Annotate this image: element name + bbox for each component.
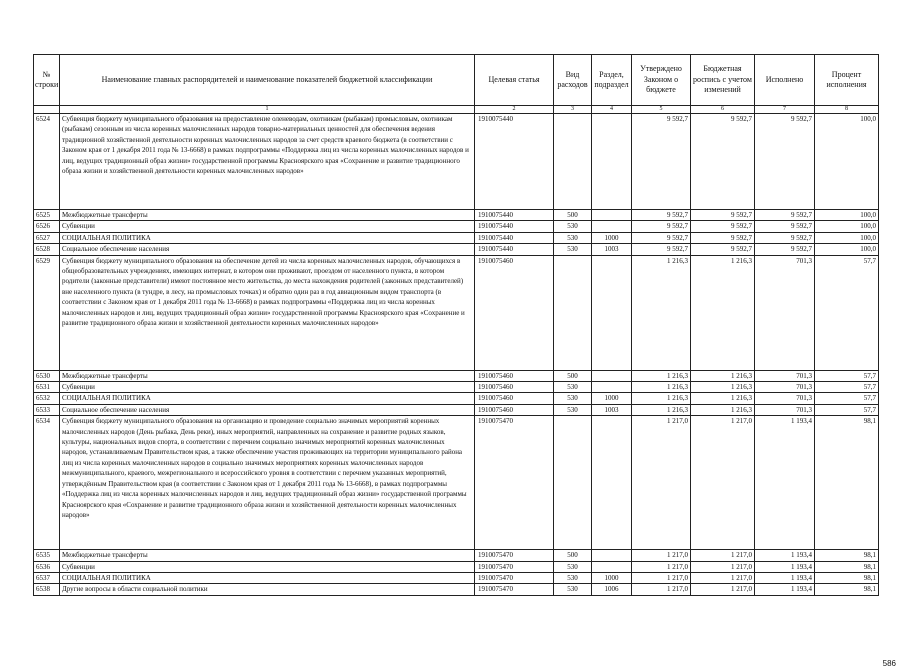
section-code: [592, 255, 632, 370]
expense-type: 530: [554, 221, 592, 232]
execution-percent: 100,0: [815, 210, 879, 221]
expense-type: 530: [554, 382, 592, 393]
header-row: [34, 55, 879, 106]
header-approved: Утверждено Законом о бюджете: [632, 55, 691, 106]
row-number: 6533: [34, 404, 60, 415]
budget-list-amount: 9 592,7: [691, 244, 755, 255]
section-code: 1000: [592, 573, 632, 584]
budget-list-amount: 1 217,0: [691, 416, 755, 550]
table-row: [34, 584, 879, 595]
executed-amount: 9 592,7: [755, 221, 815, 232]
budget-list-amount: 9 592,7: [691, 114, 755, 210]
execution-percent: 57,7: [815, 370, 879, 381]
table-body: [34, 114, 879, 596]
expense-type: 530: [554, 232, 592, 243]
table-row: [34, 550, 879, 561]
section-code: [592, 416, 632, 550]
approved-amount: 9 592,7: [632, 232, 691, 243]
expense-type: 530: [554, 573, 592, 584]
budget-list-amount: 1 217,0: [691, 573, 755, 584]
indicator-name: Субвенция бюджету муниципального образования на обеспечение детей из числа коренных малочисленных народов, обучающихся в общеобразовательных учреждениях, имеющих интернат, в котором они проживают, проездом от населенного пункта, в котором родители (законные представители) имеют постоянное место жительства, до места нахождения родителей (законных представителей) вне населенного пункта (в тундре, в лесу, на промысловых точках) и обратно один раз в год авиационным видом транспорта (в соответствии с Законом края от 1 декабря 2011 года № 13-6668) в рамках подпрограммы «Поддержка лиц из числа коренных малочисленных народов и лиц, ведущих традиционный образ жизни» государственной программы Красноярского края «Сохранение и развитие традиционного образа жизни и хозяйственной деятельности коренных малочисленных народов»: [60, 255, 475, 370]
executed-amount: 701,3: [755, 382, 815, 393]
target-article: 1910075460: [475, 404, 554, 415]
execution-percent: 98,1: [815, 573, 879, 584]
section-code: [592, 550, 632, 561]
execution-percent: 100,0: [815, 221, 879, 232]
section-code: [592, 561, 632, 572]
executed-amount: 9 592,7: [755, 232, 815, 243]
header-executed: Исполнено: [755, 55, 815, 106]
row-number: 6524: [34, 114, 60, 210]
target-article: 1910075440: [475, 114, 554, 210]
row-number: 6537: [34, 573, 60, 584]
approved-amount: 9 592,7: [632, 221, 691, 232]
column-number: 7: [755, 106, 815, 114]
table-row: [34, 244, 879, 255]
table-row: [34, 382, 879, 393]
table-row: [34, 561, 879, 572]
header-target: Целевая статья: [475, 55, 554, 106]
approved-amount: 1 216,3: [632, 404, 691, 415]
section-code: 1006: [592, 584, 632, 595]
target-article: 1910075460: [475, 393, 554, 404]
row-number: 6534: [34, 416, 60, 550]
budget-list-amount: 1 216,3: [691, 255, 755, 370]
table-row: [34, 393, 879, 404]
column-number: 6: [691, 106, 755, 114]
execution-percent: 100,0: [815, 244, 879, 255]
expense-type: 500: [554, 550, 592, 561]
indicator-name: Субвенции: [60, 221, 475, 232]
section-code: [592, 370, 632, 381]
budget-table: [33, 54, 879, 596]
target-article: 1910075470: [475, 416, 554, 550]
execution-percent: 57,7: [815, 393, 879, 404]
table-row: [34, 114, 879, 210]
table-row: [34, 232, 879, 243]
expense-type: 530: [554, 404, 592, 415]
target-article: 1910075440: [475, 244, 554, 255]
approved-amount: 1 217,0: [632, 550, 691, 561]
header-expense-type: Вид расходов: [554, 55, 592, 106]
row-number: 6538: [34, 584, 60, 595]
execution-percent: 98,1: [815, 561, 879, 572]
indicator-name: Социальное обеспечение населения: [60, 244, 475, 255]
budget-list-amount: 1 217,0: [691, 584, 755, 595]
target-article: 1910075440: [475, 232, 554, 243]
section-code: [592, 221, 632, 232]
row-number: 6535: [34, 550, 60, 561]
budget-list-amount: 1 216,3: [691, 382, 755, 393]
approved-amount: 1 216,3: [632, 382, 691, 393]
execution-percent: 98,1: [815, 550, 879, 561]
header-row-no: № строки: [34, 55, 60, 106]
approved-amount: 1 216,3: [632, 393, 691, 404]
row-number: 6528: [34, 244, 60, 255]
header-budget-list: Бюджетная роспись с учетом изменений: [691, 55, 755, 106]
executed-amount: 1 193,4: [755, 561, 815, 572]
expense-type: [554, 416, 592, 550]
section-code: 1000: [592, 232, 632, 243]
execution-percent: 100,0: [815, 232, 879, 243]
table-row: [34, 210, 879, 221]
column-number: 8: [815, 106, 879, 114]
section-code: [592, 114, 632, 210]
execution-percent: 57,7: [815, 404, 879, 415]
section-code: 1003: [592, 404, 632, 415]
execution-percent: 100,0: [815, 114, 879, 210]
target-article: 1910075470: [475, 573, 554, 584]
page-number: 586: [882, 659, 896, 668]
section-code: 1000: [592, 393, 632, 404]
table-row: [34, 416, 879, 550]
target-article: 1910075440: [475, 221, 554, 232]
target-article: 1910075460: [475, 370, 554, 381]
executed-amount: 9 592,7: [755, 244, 815, 255]
budget-list-amount: 9 592,7: [691, 232, 755, 243]
indicator-name: Субвенция бюджету муниципального образования на организацию и проведение социально значимых мероприятий коренных малочисленных народов (День рыбака, День реки), иных мероприятий, направленных на сохранение и развитие родных языков, культуры, национальных видов спорта, в соответствии с перечнем социально значимых мероприятий коренных малочисленных народов, устанавливаемым Правительством края, а также обеспечение участия проживающих на территории муниципального района лиц из числа коренных малочисленных народов в социально значимых мероприятиях коренных малочисленных народов межмуниципального, краевого, межрегионального и всероссийского уровня в соответствии с перечнем указанных мероприятий, утверждённым Правительством края (в соответствии с Законом края от 1 декабря 2011 года № 13-6668), в рамках подпрограммы «Поддержка лиц из числа коренных малочисленных народов и лиц, ведущих традиционный образ жизни» государственной программы Красноярского края «Сохранение и развитие традиционного образа жизни и хозяйственной деятельности коренных малочисленных народов»: [60, 416, 475, 550]
executed-amount: 9 592,7: [755, 114, 815, 210]
row-number: 6530: [34, 370, 60, 381]
row-number: 6527: [34, 232, 60, 243]
target-article: 1910075460: [475, 382, 554, 393]
executed-amount: 701,3: [755, 393, 815, 404]
budget-list-amount: 1 216,3: [691, 370, 755, 381]
target-article: 1910075470: [475, 550, 554, 561]
header-name: Наименование главных распорядителей и наименование показателей бюджетной классификации: [60, 55, 475, 106]
approved-amount: 1 217,0: [632, 584, 691, 595]
executed-amount: 701,3: [755, 370, 815, 381]
approved-amount: 1 217,0: [632, 416, 691, 550]
approved-amount: 1 216,3: [632, 370, 691, 381]
executed-amount: 1 193,4: [755, 584, 815, 595]
budget-list-amount: 1 216,3: [691, 404, 755, 415]
table-row: [34, 573, 879, 584]
executed-amount: 1 193,4: [755, 416, 815, 550]
budget-list-amount: 1 216,3: [691, 393, 755, 404]
execution-percent: 57,7: [815, 382, 879, 393]
executed-amount: 1 193,4: [755, 550, 815, 561]
approved-amount: 1 216,3: [632, 255, 691, 370]
indicator-name: СОЦИАЛЬНАЯ ПОЛИТИКА: [60, 232, 475, 243]
budget-list-amount: 9 592,7: [691, 210, 755, 221]
execution-percent: 98,1: [815, 584, 879, 595]
row-number: 6532: [34, 393, 60, 404]
table-row: [34, 255, 879, 370]
expense-type: 530: [554, 244, 592, 255]
column-number: 3: [554, 106, 592, 114]
executed-amount: 701,3: [755, 404, 815, 415]
header-section: Раздел, подраздел: [592, 55, 632, 106]
indicator-name: Межбюджетные трансферты: [60, 210, 475, 221]
target-article: 1910075470: [475, 561, 554, 572]
row-number: 6525: [34, 210, 60, 221]
indicator-name: СОЦИАЛЬНАЯ ПОЛИТИКА: [60, 393, 475, 404]
row-number: 6531: [34, 382, 60, 393]
expense-type: 530: [554, 584, 592, 595]
expense-type: 530: [554, 393, 592, 404]
indicator-name: Другие вопросы в области социальной политики: [60, 584, 475, 595]
expense-type: [554, 114, 592, 210]
executed-amount: 9 592,7: [755, 210, 815, 221]
budget-list-amount: 1 217,0: [691, 550, 755, 561]
column-number: 5: [632, 106, 691, 114]
indicator-name: СОЦИАЛЬНАЯ ПОЛИТИКА: [60, 573, 475, 584]
section-code: [592, 382, 632, 393]
column-number-blank: [34, 106, 60, 114]
expense-type: 500: [554, 370, 592, 381]
execution-percent: 98,1: [815, 416, 879, 550]
header-percent: Процент исполнения: [815, 55, 879, 106]
column-number: 2: [475, 106, 554, 114]
column-number: 4: [592, 106, 632, 114]
expense-type: [554, 255, 592, 370]
approved-amount: 1 217,0: [632, 573, 691, 584]
approved-amount: 1 217,0: [632, 561, 691, 572]
indicator-name: Межбюджетные трансферты: [60, 370, 475, 381]
expense-type: 530: [554, 561, 592, 572]
row-number: 6526: [34, 221, 60, 232]
budget-list-amount: 9 592,7: [691, 221, 755, 232]
indicator-name: Субвенции: [60, 382, 475, 393]
approved-amount: 9 592,7: [632, 210, 691, 221]
target-article: 1910075440: [475, 210, 554, 221]
approved-amount: 9 592,7: [632, 244, 691, 255]
target-article: 1910075470: [475, 584, 554, 595]
approved-amount: 9 592,7: [632, 114, 691, 210]
target-article: 1910075460: [475, 255, 554, 370]
table-row: [34, 221, 879, 232]
column-number-row: [34, 106, 879, 114]
budget-report-sheet: [33, 54, 896, 668]
indicator-name: Межбюджетные трансферты: [60, 550, 475, 561]
executed-amount: 1 193,4: [755, 573, 815, 584]
executed-amount: 701,3: [755, 255, 815, 370]
column-number: 1: [60, 106, 475, 114]
indicator-name: Социальное обеспечение населения: [60, 404, 475, 415]
indicator-name: Субвенции: [60, 561, 475, 572]
row-number: 6536: [34, 561, 60, 572]
section-code: 1003: [592, 244, 632, 255]
expense-type: 500: [554, 210, 592, 221]
table-row: [34, 370, 879, 381]
budget-list-amount: 1 217,0: [691, 561, 755, 572]
table-row: [34, 404, 879, 415]
execution-percent: 57,7: [815, 255, 879, 370]
row-number: 6529: [34, 255, 60, 370]
indicator-name: Субвенция бюджету муниципального образования на предоставление оленеводам, охотникам (рыбакам) промысловым, охотникам (рыбакам) сезонным из числа коренных малочисленных народов товарно-материальных ценностей для обеспечения ведения традиционной хозяйственной деятельности коренных малочисленных народов за счет средств краевого бюджета (в соответствии с Законом края от 1 декабря 2011 года № 13-6668) в рамках подпрограммы «Поддержка лиц из числа коренных малочисленных народов и лиц, ведущих традиционный образ жизни» государственной программы Красноярского края «Сохранение и развитие традиционного образа жизни и хозяйственной деятельности коренных малочисленных народов»: [60, 114, 475, 210]
section-code: [592, 210, 632, 221]
